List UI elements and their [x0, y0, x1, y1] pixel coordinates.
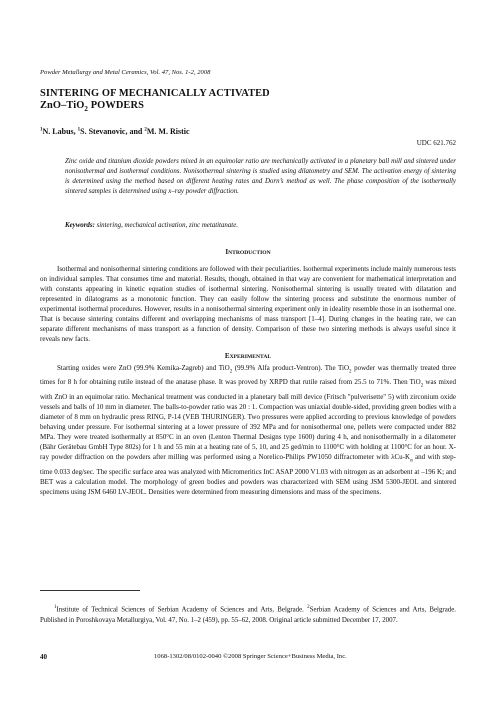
affiliation-mark: 2: [307, 605, 310, 610]
section-heading-introduction: [40, 248, 456, 256]
keywords: [65, 222, 456, 229]
experimental-paragraph: [40, 363, 456, 579]
journal-citation: Powder Metallurgy and Metal Ceramics, Vol. 47, Nos. 1-2, 2008: [40, 69, 211, 76]
subscript: 2: [349, 369, 352, 375]
subscript: α: [410, 458, 413, 464]
subscript: 2: [229, 369, 233, 375]
experimental-text: Starting oxides were ZnO (99.9% Kemika-Zagreb) and TiO: [57, 364, 230, 372]
affiliation-mark: 1: [77, 127, 81, 133]
introduction-text: Isothermal and nonisothermal sintering conditions are followed with their peculiarities. Isothermal experiments include mainly numerous tests on individual samples. That consumes time and material. Results, though, obtained in that way are convenient for mathematical interpretation and with constants appearing in kinetic equation studies of isothermal sintering. Nonisothermal sintering is usually treated with dilatation and represented in dilatograms as a monotonic function. They can easily follow the sintering process and substitute the enormous number of experimental isothermal procedures. However, results in a nonisothermal sintering experiment only in ideality resemble those in an isothermal one. That is because sintering contains different and overlapping mechanisms of mass transport [1–4]. During changes in the heating rate, we can separate different mechanisms of mass transport as a function of density. Comparison of these two sintering methods is always useful since it reveals new facts.: [40, 265, 456, 344]
abstract: Zinc oxide and titanium dioxide powders mixed in an equimolar ratio are mechanically activated in a planetary ball mill and sintered under nonisothermal and isothermal conditions. Nonisothermal sintering is studied using dilatometry and SEM. The activation energy of sintering is determined using the method based on different heating rates and Dorn’s method as well. The phase composition of the isothermally sintered samples is determined using x–ray powder diffraction.: [65, 158, 456, 195]
title-formula: ZnO–TiO: [40, 100, 85, 111]
title-suffix: POWDERS: [88, 100, 144, 111]
keywords-text: sintering, mechanical activation, zinc metatitanate.: [94, 222, 239, 229]
footnote: [40, 603, 456, 626]
heading-rest: XPERIMENTAL: [229, 354, 272, 360]
title-subscript: 2: [84, 105, 89, 114]
introduction-paragraph: [40, 264, 456, 344]
affiliation-mark: 1: [54, 605, 57, 610]
heading-initial: I: [225, 248, 229, 256]
experimental-text: and with step-time 0.033 deg/sec. The specific surface area was analyzed with Micromeritics InC ASAP 2000 V1.03 with nitrogen as an adsorbent at –196 K; and BET was a calculation model. The morphology of green bodies and powders was characterized with SEM using JSM 5300-JEOL and sintered specimens using JSM 6460 LV-JEOL. Densities were determined from measuring dimensions and mass of the specimens.: [40, 453, 456, 496]
heading-initial: E: [224, 352, 230, 360]
affiliation-mark: 2: [144, 127, 147, 133]
heading-rest: NTRODUCTION: [228, 250, 271, 256]
section-heading-experimental: [40, 352, 456, 360]
footnote-text: Institute of Technical Sciences of Serbian Academy of Sciences and Arts, Belgrade.: [56, 606, 308, 614]
keywords-label: Keywords:: [65, 222, 95, 229]
experimental-text: (99.9% Alfa product-Ventron). The TiO: [232, 364, 350, 372]
affiliation-mark: 1: [40, 127, 43, 133]
author-name: M. M. Ristic: [146, 127, 190, 136]
title-line-2: [40, 100, 270, 115]
subscript: 2: [420, 383, 424, 389]
udc-code: UDC 621.762: [416, 139, 456, 147]
author-name: S. Stevanovic, and: [80, 127, 145, 136]
footnote-text: Serbian Academy of Sciences and Arts, Belgrade. Published in Poroshkovaya Metallurgiya, Vol. 47, No. 1–2 (459), pp. 55–62, 2008. Original article submitted December 17, 2007.: [40, 606, 456, 624]
page-number: 40: [40, 653, 47, 661]
issn-copyright-line: 1068-1302/08/0102-0040 ©2008 Springer Science+Business Media, Inc.: [154, 653, 347, 660]
author-list: [40, 127, 190, 136]
footnote-divider: [40, 590, 140, 591]
author-name: N. Labus,: [42, 127, 78, 136]
experimental-text: was mixed with ZnO in an equimolar ratio. Mechanical treatment was conducted in a planetary ball mill device (Fritsch "pulverisette" 5) with zirconium oxide vessels and balls of 10 mm in diameter. The balls-to-powder ratio was 20 : 1. Compaction was uniaxial double-sided, providing green bodies with a diameter of 8 mm on hydraulic press RING, P-14 (VEB THURINGER). Two pressures were applied according to previous knowledge of powders behaving under pressure. For isothermal sintering at a lower pressure of 392 MPa and for nonisothermal one, pellets were compacted under 882 MPa. They were treated isothermally at 850°C in an oven (Lenton Thermal Designs type 1600) during 4 h, and nonisothermally in a dilatometer (Bähr Gerätebau GmbH Type 802s) for 1 h and 55 min at a heating rate of 5, 10, and 25 ged/min to 1100°C with holding at 1100°C for an hour. X-ray powder diffraction on the powders after milling was performed using a Norelico-Philips PW1050 diffractometer with λCu-K: [40, 378, 457, 462]
title-line-1: SINTERING OF MECHANICALLY ACTIVATED: [40, 88, 270, 99]
experimental-text: powder was thermally treated three times for 8 h for obtaining rutile instead of the anatase phase. It was proved by XRPD that rutile raised from 25.5 to 71%. Then TiO: [40, 364, 456, 387]
article-title: [40, 88, 270, 115]
